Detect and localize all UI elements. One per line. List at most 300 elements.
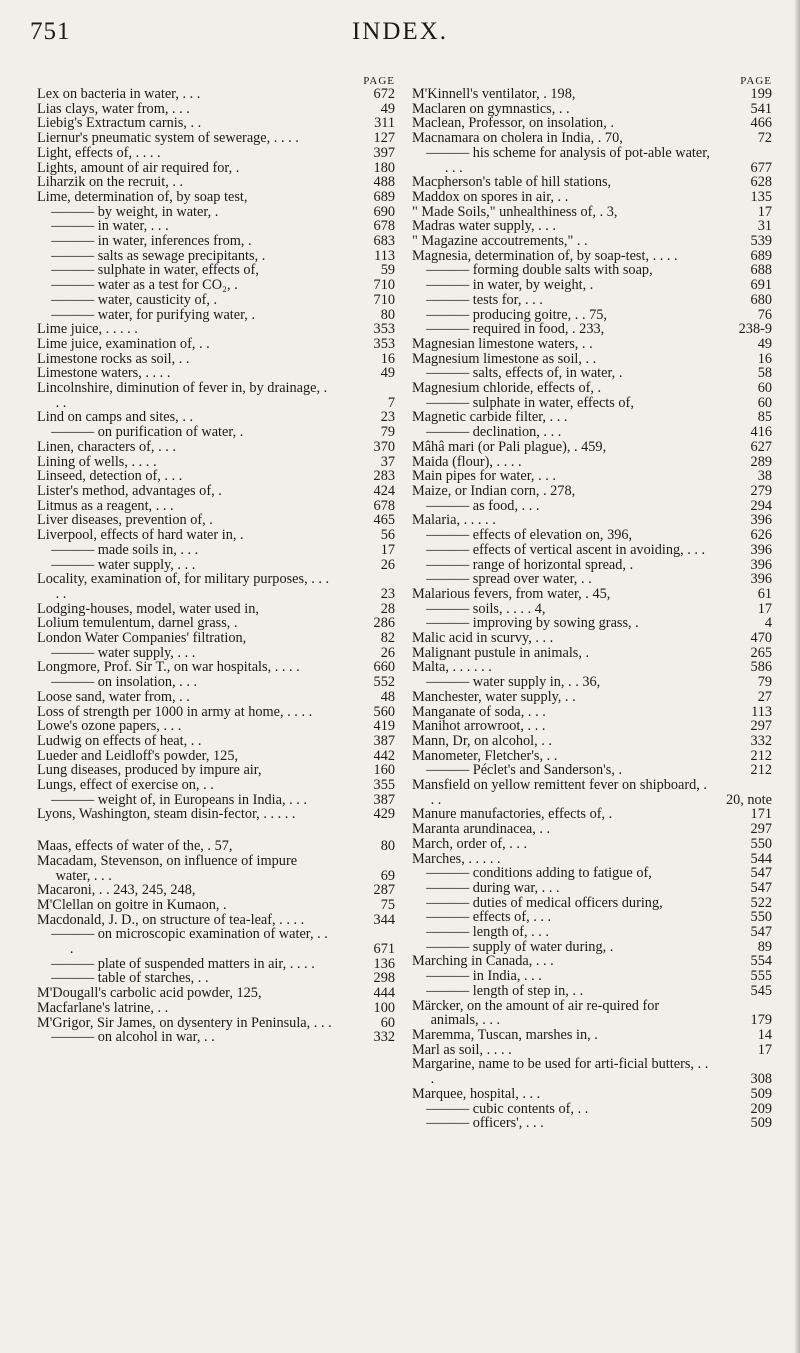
index-entry [37,219,395,234]
index-entry [412,749,772,764]
entry-text: M'Clellan on goitre in Kumaon, . [37,896,227,913]
index-entry [412,660,772,675]
entry-text: Marching in Canada, . . . [412,953,554,970]
entry-page: 69 [380,867,395,884]
entry-text: Marches, . . . . . [412,850,501,867]
entry-text: Margarine, name to be used for arti-ficial butters, . . . [412,1056,709,1088]
entry-page: 75 [380,896,395,913]
entry-text: ——— length of step in, . . [426,982,584,999]
entry-text: ——— water supply, . . . [51,556,196,573]
entry-page: 547 [750,924,772,941]
entry-text: Light, effects of, . . . . [37,144,161,161]
index-entry [37,572,395,601]
entry-text: Lime juice, . . . . . [37,321,138,338]
entry-text: Lolium temulentum, darnel grass, . [37,615,238,632]
entry-page: 26 [380,644,395,661]
index-entry [412,131,772,146]
entry-text: Macdonald, J. D., on structure of tea-leaf, . . . . [37,911,305,928]
entry-text: ——— in water, . . . [51,218,169,235]
entry-text: ——— effects of vertical ascent in avoiding, . . . [426,541,706,558]
index-entry [37,543,395,558]
entry-text: Manometer, Fletcher's, . . [412,747,558,764]
entry-page: 79 [380,424,395,441]
entry-page: 396 [750,512,772,529]
index-entry [412,1102,772,1117]
entry-page: 49 [380,100,395,117]
entry-page: 23 [380,409,395,426]
entry-text: Lime juice, examination of, . . [37,335,210,352]
index-entry [412,969,772,984]
entry-text: Lining of wells, . . . . [37,453,157,470]
index-entry [412,293,772,308]
entry-text: ——— weight of, in Europeans in India, . . . [51,791,308,808]
group-spacer [37,822,395,839]
index-entry [412,249,772,264]
index-entry [412,587,772,602]
index-entry [37,205,395,220]
index-entry [37,734,395,749]
entry-text: Magnesia, determination of, by soap-test, . . . . [412,247,678,264]
entry-text: March, order of, . . . [412,835,528,852]
entry-page: 419 [373,718,395,735]
entry-text: ——— table of starches, . . [51,970,209,987]
index-entry [412,528,772,543]
entry-page: 680 [750,291,772,308]
entry-page: 344 [373,911,395,928]
entry-text: ——— tests for, . . . [426,291,543,308]
entry-text: ——— range of horizontal spread, . [426,556,634,573]
entry-page: 397 [373,144,395,161]
index-entry [412,1028,772,1043]
index-entry [37,793,395,808]
entry-text: ——— officers', . . . [426,1115,544,1132]
index-entry [37,322,395,337]
entry-page: 20, note [725,791,772,808]
entry-text: ——— sulphate in water, effects of, [426,394,634,411]
entry-page: 444 [373,985,395,1002]
entry-page: 544 [750,850,772,867]
entry-text: ——— by weight, in water, . [51,203,219,220]
entry-page: 678 [373,497,395,514]
entry-page: 689 [750,247,772,264]
entry-text: Loose sand, water from, . . [37,688,190,705]
entry-text: Maranta arundinacea, . . [412,821,551,838]
entry-text: Manihot arrowroot, . . . [412,718,546,735]
index-entry [412,558,772,573]
entry-page: 59 [380,262,395,279]
index-entry [412,954,772,969]
entry-page: 17 [380,541,395,558]
entry-text: Marl as soil, . . . . [412,1041,512,1058]
index-entry [412,572,772,587]
index-entry [37,883,395,898]
index-entry [412,602,772,617]
index-entry [412,87,772,102]
entry-page: 627 [750,438,772,455]
index-entry [412,455,772,470]
index-entry [37,1030,395,1045]
index-entry [412,910,772,925]
index-entry [37,705,395,720]
entry-page: 297 [750,821,772,838]
entry-text: Mann, Dr, on alcohol, . . [412,732,552,749]
index-entry [37,631,395,646]
entry-page: 554 [750,953,772,970]
entry-text: Maddox on spores in air, . . [412,188,569,205]
entry-text: Liernur's pneumatic system of sewerage, . . . . [37,130,299,147]
entry-page: 14 [757,1027,772,1043]
entry-page: 85 [757,409,772,426]
index-entry [412,925,772,940]
entry-text: ——— producing goitre, . . 75, [426,306,607,323]
entry-text: Manure manufactories, effects of, . [412,806,613,823]
entry-text: Lime, determination of, by soap test, [37,188,248,205]
entry-text: ——— in water, inferences from, . [51,233,252,250]
entry-page: 710 [373,277,395,294]
entry-page: 672 [373,86,395,102]
entry-text: ——— his scheme for analysis of pot-able water, . . . [426,144,710,176]
entry-page: 545 [750,982,772,999]
entry-text: Locality, examination of, for military purposes, . . . . . [37,571,330,602]
entry-text: Ludwig on effects of heat, . . [37,732,202,749]
entry-page: 212 [750,747,772,764]
entry-text: Macnamara on cholera in India, . 70, [412,130,623,147]
entry-page: 212 [750,762,772,779]
entry-text: Limestone waters, . . . . [37,365,171,382]
entry-text: Maize, or Indian corn, . 278, [412,482,576,499]
index-entry [37,484,395,499]
index-entry [37,719,395,734]
entry-page: 488 [373,174,395,191]
entry-page: 49 [757,335,772,352]
index-entry [412,263,772,278]
index-entry [37,646,395,661]
page-title: INDEX. [351,18,448,45]
page-header [0,14,800,50]
entry-text: ——— made soils in, . . . [51,541,199,558]
entry-page: 17 [757,600,772,617]
entry-page: 671 [373,941,395,958]
entry-text: Malta, . . . . . . [412,659,492,676]
index-entry [412,881,772,896]
entry-text: M'Dougall's carbolic acid powder, 125, [37,985,262,1002]
entry-text: ——— on purification of water, . [51,424,244,441]
index-entry [412,219,772,234]
entry-page: 289 [750,453,772,470]
entry-page: 429 [373,806,395,823]
index-entry [412,1087,772,1102]
entry-text: Malignant pustule in animals, . [412,644,590,661]
entry-page: 470 [750,630,772,647]
entry-group-l [37,87,395,822]
entry-page: 387 [373,791,395,808]
index-entry [37,410,395,425]
entry-page: 678 [373,218,395,235]
entry-page: 31 [757,218,772,235]
index-entry [37,690,395,705]
entry-group-m [37,839,395,1045]
entry-page: 283 [373,468,395,485]
index-entry [37,749,395,764]
entry-page: 294 [750,497,772,514]
entry-page: 17 [757,1041,772,1058]
index-entry [37,337,395,352]
entry-page: 442 [373,747,395,764]
entry-group-m-continued [412,87,772,1131]
entry-page: 416 [750,424,772,441]
entry-text: ——— water supply, . . . [51,644,196,661]
entry-text: Mâhâ mari (or Pali plague), . 459, [412,438,607,455]
entry-text: " Magazine accoutrements," . . [412,233,588,250]
index-entry [412,940,772,955]
index-entry [412,631,772,646]
page-number: 751 [30,18,71,45]
entry-text: ——— supply of water during, . [426,938,614,955]
entry-page: 355 [373,777,395,794]
entry-page: 60 [757,394,772,411]
index-entry [37,1016,395,1031]
entry-text: Linen, characters of, . . . [37,438,176,455]
entry-page: 4 [764,615,772,632]
index-entry [412,822,772,837]
entry-text: ——— duties of medical officers during, [426,894,663,911]
index-entry [412,837,772,852]
entry-page: 48 [380,688,395,705]
entry-text: Manchester, water supply, . . [412,688,576,705]
entry-text: Lungs, effect of exercise on, . . [37,777,214,794]
index-entry [37,1001,395,1016]
entry-page: 180 [373,159,395,176]
index-entry [37,308,395,323]
entry-page: 60 [757,380,772,397]
entry-page: 539 [750,233,772,250]
index-entry [37,352,395,367]
entry-text: ——— water supply in, . . 36, [426,674,601,691]
index-entry [37,381,395,410]
entry-page: 691 [750,277,772,294]
entry-page: 522 [750,894,772,911]
index-entry [412,396,772,411]
entry-page: 396 [750,541,772,558]
entry-text: Magnesium chloride, effects of, . [412,380,602,397]
entry-text: ——— water, causticity of, . [51,291,218,308]
entry-text: Lister's method, advantages of, . [37,482,222,499]
entry-text: ——— length of, . . . [426,924,550,941]
entry-text: ——— plate of suspended matters in air, . . . . [51,955,315,972]
entry-page: 660 [373,659,395,676]
entry-text: ——— during war, . . . [426,879,560,896]
index-entry [37,440,395,455]
index-entry [37,499,395,514]
entry-page: 56 [380,527,395,544]
entry-page: 17 [757,203,772,220]
index-entry [37,807,395,822]
entry-page: 297 [750,718,772,735]
entry-page: 58 [757,365,772,382]
index-entry [37,763,395,778]
entry-text: Malic acid in scurvy, . . . [412,630,554,647]
entry-text: Lodging-houses, model, water used in, [37,600,259,617]
entry-text: Macadam, Stevenson, on influence of impure water, . . . [37,852,298,884]
entry-page: 547 [750,865,772,882]
index-entry [412,616,772,631]
entry-page: 424 [373,482,395,499]
entry-text: ——— conditions adding to fatigue of, [426,865,652,882]
entry-page: 265 [750,644,772,661]
entry-text: Lyons, Washington, steam disin-fector, . . . . . [37,806,296,823]
entry-page: 113 [374,247,395,264]
index-entry [37,190,395,205]
index-entry [37,263,395,278]
index-entry [37,616,395,631]
entry-text: Malaria, . . . . . [412,512,496,529]
index-entry [37,927,395,956]
entry-text: ——— improving by sowing grass, . [426,615,639,632]
index-entry [37,558,395,573]
entry-text: Liebig's Extractum carnis, . . [37,115,202,132]
entry-text: Lueder and Leidloff's powder, 125, [37,747,239,764]
index-entry [412,896,772,911]
index-entry [37,175,395,190]
entry-text: Lung diseases, produced by impure air, [37,762,262,779]
index-entry [37,839,395,854]
entry-text: ——— on alcohol in war, . . [51,1029,215,1046]
entry-page: 238-9 [738,321,772,338]
entry-text: ——— water as a test for CO₂, . [51,277,238,294]
index-entry [37,913,395,928]
entry-text: Maida (flour), . . . . [412,453,522,470]
entry-page: 37 [380,453,395,470]
entry-page: 541 [750,100,772,117]
index-entry [412,675,772,690]
entry-page: 710 [373,291,395,308]
entry-text: ——— water, for purifying water, . [51,306,256,323]
index-entry [412,278,772,293]
entry-page: 16 [380,350,395,367]
index-entry [412,513,772,528]
index-entry [412,719,772,734]
index-entry [37,455,395,470]
entry-page: 113 [751,703,772,720]
entry-page: 199 [750,86,772,102]
index-entry [37,675,395,690]
entry-text: M'Kinnell's ventilator, . 198, [412,86,576,102]
index-entry [412,337,772,352]
entry-text: ——— effects of elevation on, 396, [426,527,633,544]
entry-text: Madras water supply, . . . [412,218,556,235]
entry-page: 127 [373,130,395,147]
entry-text: Linseed, detection of, . . . [37,468,183,485]
entry-text: ——— as food, . . . [426,497,540,514]
entry-text: London Water Companies' filtration, [37,630,247,647]
entry-page: 387 [373,732,395,749]
entry-text: Maclaren on gymnastics, . . [412,100,570,117]
entry-text: Macaroni, . . 243, 245, 248, [37,882,196,899]
entry-text: ——— cubic contents of, . . [426,1100,589,1117]
entry-page: 160 [373,762,395,779]
entry-text: Lex on bacteria in water, . . . [37,86,201,102]
index-entry [412,102,772,117]
index-entry [37,102,395,117]
entry-page: 688 [750,262,772,279]
entry-page: 38 [757,468,772,485]
index-entry [412,440,772,455]
index-entry [37,131,395,146]
index-entry [412,778,772,807]
entry-text: Märcker, on the amount of air re-quired for animals, . . . [412,997,660,1029]
entry-page: 7 [387,394,395,411]
index-entry [412,852,772,867]
index-entry [37,602,395,617]
entry-text: ——— spread over water, . . [426,571,592,588]
entry-text: ——— on insolation, . . . [51,674,198,691]
entry-page: 179 [750,1012,772,1029]
entry-page: 311 [374,115,395,132]
entry-text: ——— declination, . . . [426,424,562,441]
entry-page: 332 [750,732,772,749]
entry-page: 677 [750,159,772,176]
entry-text: Magnesium limestone as soil, . . [412,350,597,367]
entry-page: 586 [750,659,772,676]
entry-text: Magnesian limestone waters, . . [412,335,593,352]
entry-text: Longmore, Prof. Sir T., on war hospitals, . . . . [37,659,300,676]
entry-page: 547 [750,879,772,896]
index-entry [37,249,395,264]
index-entry [37,146,395,161]
index-entry [412,308,772,323]
entry-page: 100 [373,999,395,1016]
entry-page: 80 [380,306,395,323]
entry-page: 287 [373,882,395,899]
entry-text: Maremma, Tuscan, marshes in, . [412,1027,598,1043]
entry-page: 552 [373,674,395,691]
entry-page: 353 [373,335,395,352]
index-entry [37,957,395,972]
entry-text: ——— Péclet's and Sanderson's, . [426,762,623,779]
index-entry [412,1116,772,1131]
page-edge-shadow [794,0,800,1353]
entry-text: Liverpool, effects of hard water in, . [37,527,244,544]
entry-page: 626 [750,527,772,544]
entry-text: M'Grigor, Sir James, on dysentery in Peninsula, . . . [37,1014,332,1031]
entry-text: ——— salts, effects of, in water, . [426,365,623,382]
column-page-label: PAGE [363,75,395,87]
index-entry [37,778,395,793]
entry-text: Loss of strength per 1000 in army at home, . . . . [37,703,313,720]
entry-page: 49 [380,365,395,382]
index-entry [37,87,395,102]
index-entry [412,366,772,381]
index-column-left [37,75,395,1045]
entry-page: 466 [750,115,772,132]
index-entry [412,734,772,749]
index-entry [412,175,772,190]
index-entry [412,690,772,705]
index-entry [412,205,772,220]
entry-page: 72 [757,130,772,147]
entry-page: 61 [757,585,772,602]
entry-page: 209 [750,1100,772,1117]
entry-text: Main pipes for water, . . . [412,468,556,485]
index-entry [37,234,395,249]
index-entry [37,971,395,986]
index-entry [412,352,772,367]
entry-page: 16 [757,350,772,367]
entry-page: 353 [373,321,395,338]
entry-page: 82 [380,630,395,647]
index-entry [37,986,395,1001]
index-entry [412,1043,772,1058]
